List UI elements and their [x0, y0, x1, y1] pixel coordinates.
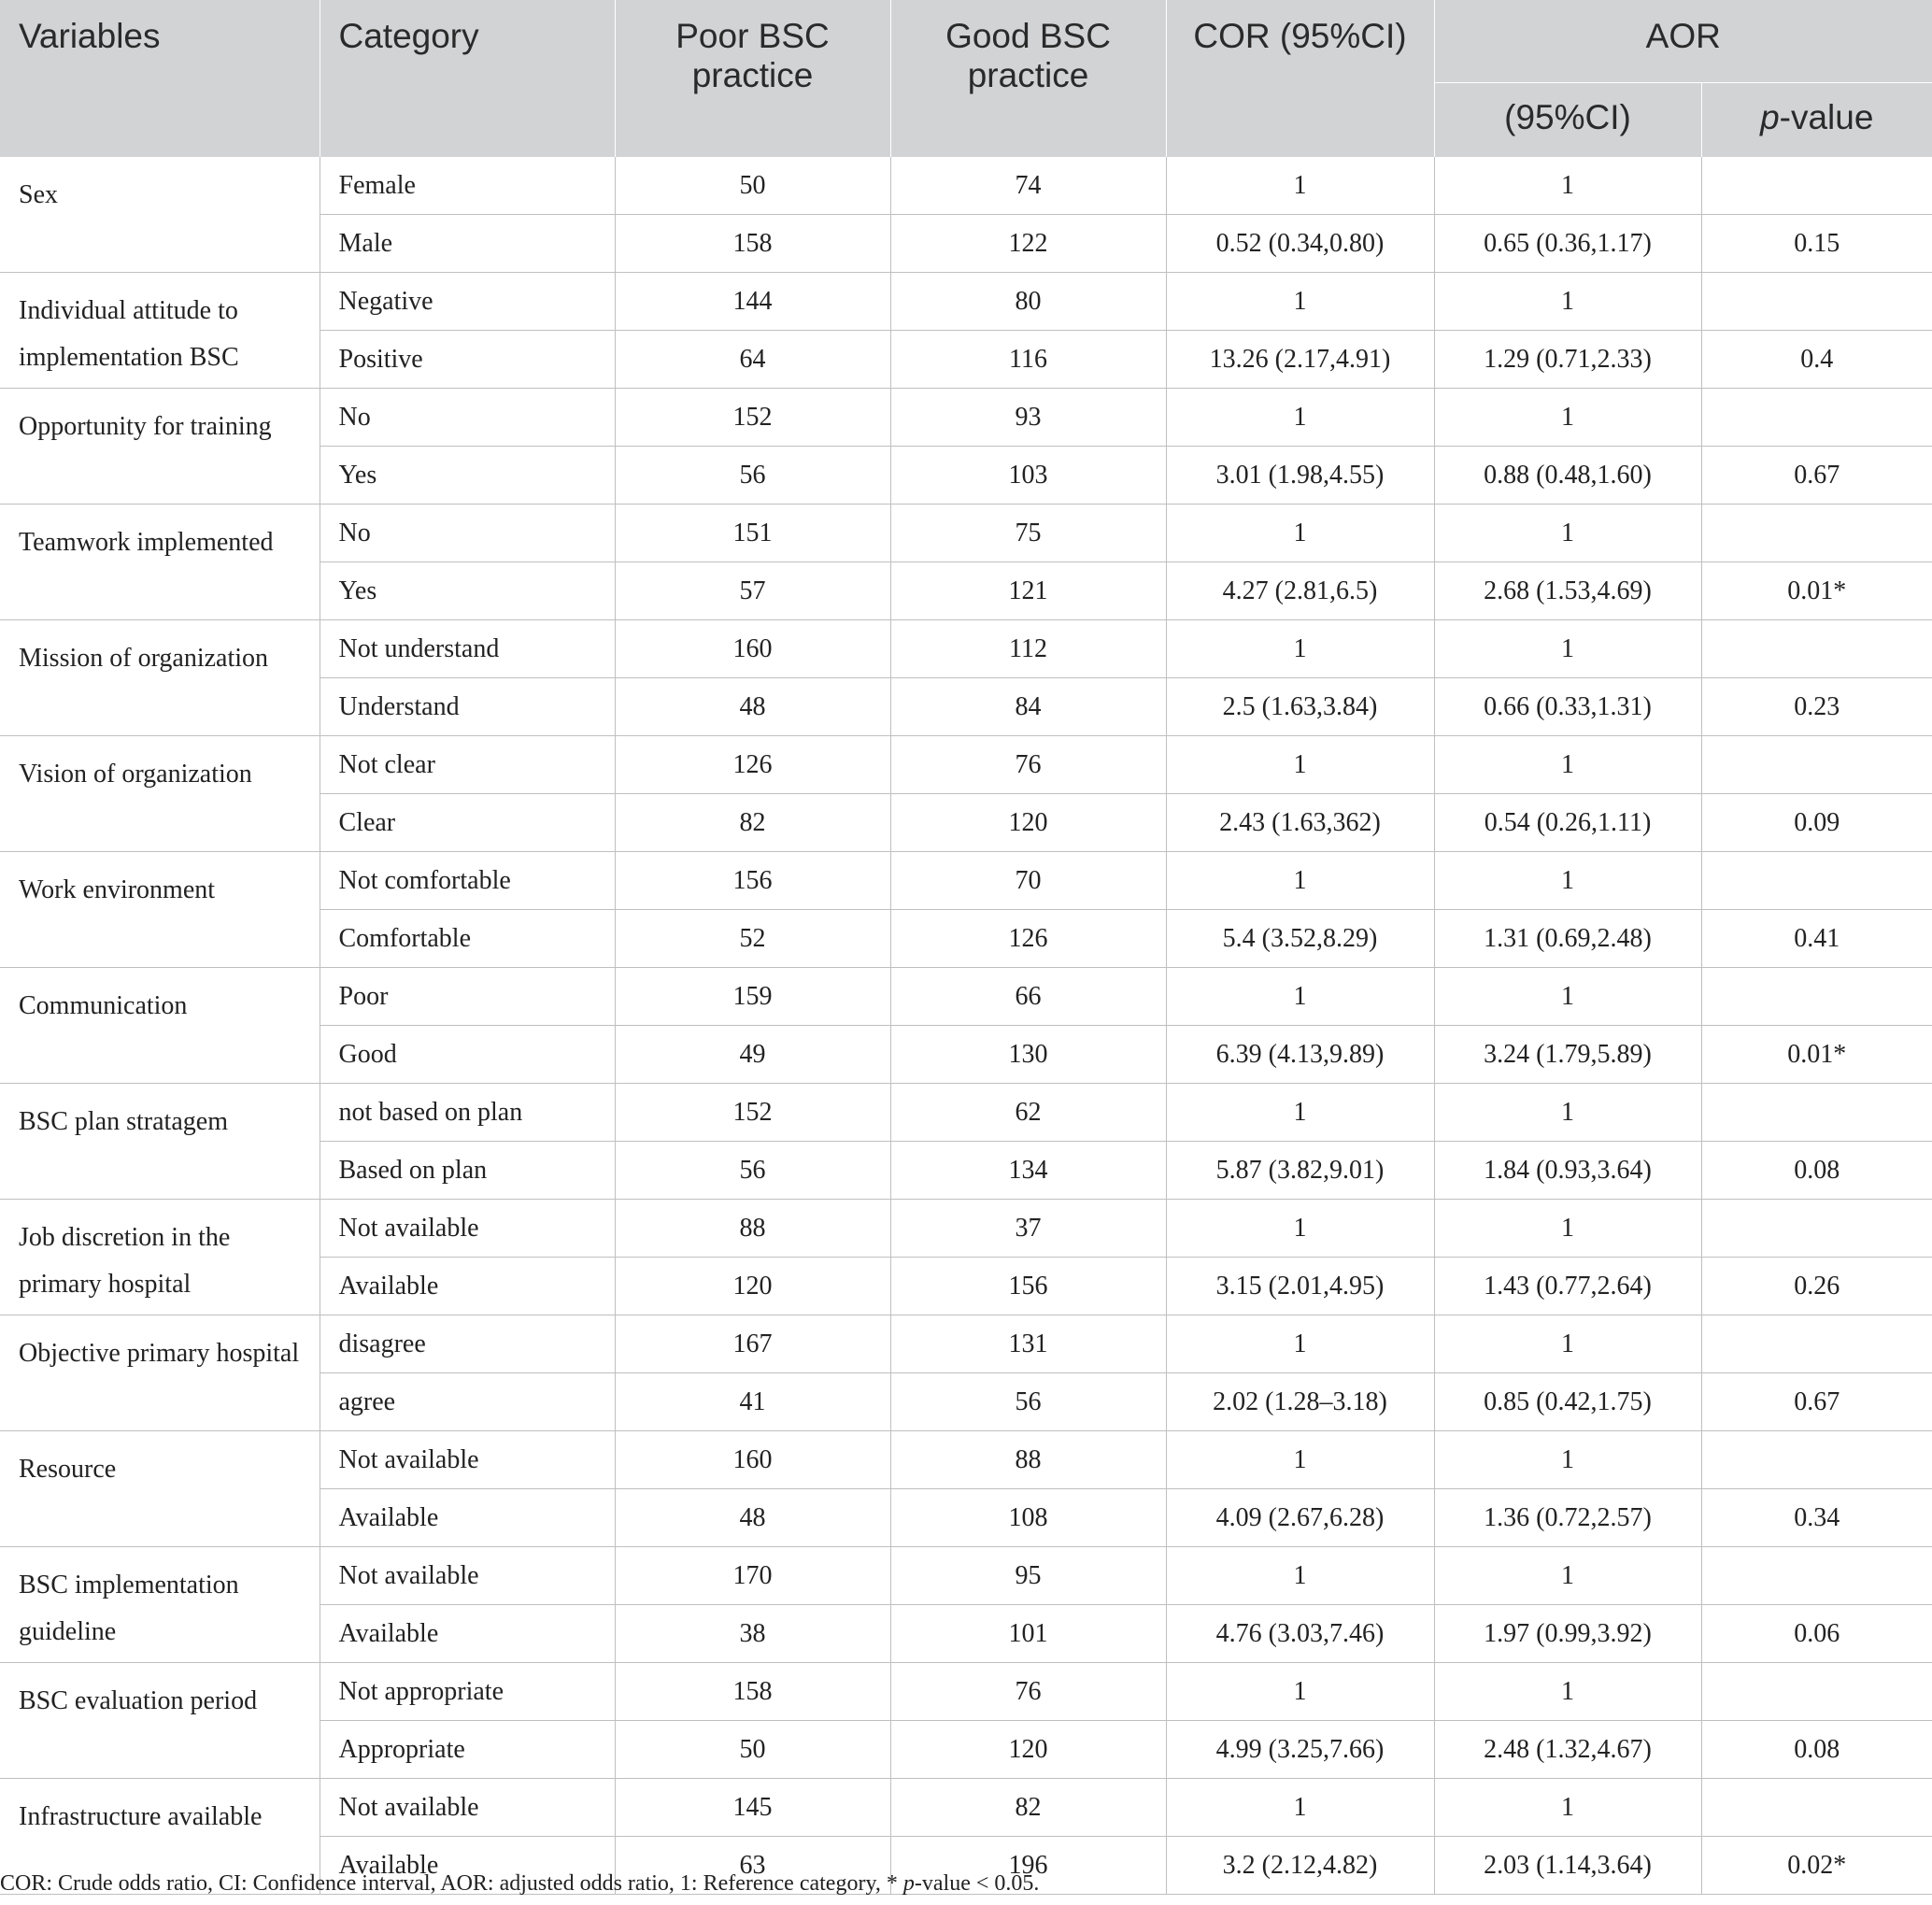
cell-cor: 5.4 (3.52,8.29) [1166, 910, 1434, 968]
cell-variable: Mission of organization [0, 620, 320, 736]
cell-good-count: 66 [890, 968, 1166, 1026]
cell-good-count: 95 [890, 1547, 1166, 1605]
cell-category: Not understand [320, 620, 615, 678]
cell-good-count: 134 [890, 1142, 1166, 1200]
cell-poor-count: 41 [615, 1373, 890, 1431]
header-good-bsc-practice: Good BSC practice [890, 0, 1166, 157]
cell-category: Understand [320, 678, 615, 736]
cell-category: Not available [320, 1779, 615, 1837]
cell-good-count: 84 [890, 678, 1166, 736]
cell-category: No [320, 505, 615, 562]
cell-p-value [1701, 620, 1932, 678]
cell-variable: Objective primary hospital [0, 1315, 320, 1431]
cell-category: Available [320, 1489, 615, 1547]
cell-poor-count: 49 [615, 1026, 890, 1084]
cell-p-value: 0.34 [1701, 1489, 1932, 1547]
table-row [0, 1779, 1932, 1837]
cell-category: Available [320, 1837, 615, 1895]
cell-cor: 3.01 (1.98,4.55) [1166, 447, 1434, 505]
cell-poor-count: 88 [615, 1200, 890, 1258]
header-variables: Variables [0, 0, 320, 157]
table-row [0, 505, 1932, 562]
table-row [0, 736, 1932, 794]
footnote-text-end: -value < 0.05. [914, 1871, 1040, 1896]
table-row [0, 968, 1932, 1026]
table-row [0, 1084, 1932, 1142]
cell-poor-count: 170 [615, 1547, 890, 1605]
table-footnote [0, 1871, 1039, 1897]
cell-p-value [1701, 852, 1932, 910]
cell-category: Poor [320, 968, 615, 1026]
cell-cor: 4.99 (3.25,7.66) [1166, 1721, 1434, 1779]
cell-variable: Teamwork implemented [0, 505, 320, 620]
cell-good-count: 70 [890, 852, 1166, 910]
cell-poor-count: 64 [615, 331, 890, 389]
cell-poor-count: 48 [615, 1489, 890, 1547]
header-p-italic: p [1760, 98, 1780, 136]
cell-cor: 2.02 (1.28–3.18) [1166, 1373, 1434, 1431]
cell-poor-count: 63 [615, 1837, 890, 1895]
cell-poor-count: 48 [615, 678, 890, 736]
cell-cor: 1 [1166, 505, 1434, 562]
cell-aor: 1 [1434, 1779, 1701, 1837]
cell-category: Good [320, 1026, 615, 1084]
cell-cor: 1 [1166, 1084, 1434, 1142]
table-row [0, 1663, 1932, 1721]
cell-cor: 13.26 (2.17,4.91) [1166, 331, 1434, 389]
cell-good-count: 116 [890, 331, 1166, 389]
cell-category: Appropriate [320, 1721, 615, 1779]
cell-category: Yes [320, 562, 615, 620]
cell-p-value [1701, 1315, 1932, 1373]
cell-category: Not available [320, 1547, 615, 1605]
cell-good-count: 112 [890, 620, 1166, 678]
header-aor-ci: (95%CI) [1434, 83, 1701, 158]
table-row [0, 1431, 1932, 1489]
cell-good-count: 80 [890, 273, 1166, 331]
cell-poor-count: 152 [615, 389, 890, 447]
cell-p-value [1701, 1084, 1932, 1142]
cell-category: Positive [320, 331, 615, 389]
cell-poor-count: 56 [615, 447, 890, 505]
cell-p-value: 0.08 [1701, 1142, 1932, 1200]
cell-category: Not appropriate [320, 1663, 615, 1721]
cell-variable: BSC evaluation period [0, 1663, 320, 1779]
cell-category: Available [320, 1605, 615, 1663]
cell-aor: 1 [1434, 389, 1701, 447]
cell-category: Negative [320, 273, 615, 331]
cell-aor: 1.43 (0.77,2.64) [1434, 1258, 1701, 1315]
cell-good-count: 120 [890, 1721, 1166, 1779]
cell-poor-count: 144 [615, 273, 890, 331]
table-row [0, 1315, 1932, 1373]
cell-good-count: 156 [890, 1258, 1166, 1315]
cell-p-value [1701, 505, 1932, 562]
cell-category: Not available [320, 1431, 615, 1489]
cell-aor: 0.54 (0.26,1.11) [1434, 794, 1701, 852]
table-header [0, 0, 1932, 157]
table-row [0, 1200, 1932, 1258]
cell-p-value [1701, 157, 1932, 215]
cell-poor-count: 120 [615, 1258, 890, 1315]
cell-p-value: 0.67 [1701, 1373, 1932, 1431]
cell-variable: BSC plan stratagem [0, 1084, 320, 1200]
cell-aor: 2.48 (1.32,4.67) [1434, 1721, 1701, 1779]
cell-p-value: 0.41 [1701, 910, 1932, 968]
cell-variable: Job discretion in the primary hospital [0, 1200, 320, 1315]
cell-good-count: 75 [890, 505, 1166, 562]
cell-aor: 1 [1434, 1084, 1701, 1142]
cell-aor: 1 [1434, 852, 1701, 910]
cell-p-value: 0.02* [1701, 1837, 1932, 1895]
cell-cor: 6.39 (4.13,9.89) [1166, 1026, 1434, 1084]
cell-good-count: 37 [890, 1200, 1166, 1258]
cell-poor-count: 152 [615, 1084, 890, 1142]
header-aor: AOR [1434, 0, 1932, 83]
cell-cor: 1 [1166, 157, 1434, 215]
cell-good-count: 126 [890, 910, 1166, 968]
cell-poor-count: 158 [615, 1663, 890, 1721]
cell-p-value: 0.08 [1701, 1721, 1932, 1779]
cell-cor: 2.43 (1.63,362) [1166, 794, 1434, 852]
cell-poor-count: 57 [615, 562, 890, 620]
cell-aor: 1 [1434, 505, 1701, 562]
cell-aor: 1.97 (0.99,3.92) [1434, 1605, 1701, 1663]
cell-category: Yes [320, 447, 615, 505]
cell-category: Based on plan [320, 1142, 615, 1200]
cell-poor-count: 52 [615, 910, 890, 968]
cell-good-count: 130 [890, 1026, 1166, 1084]
table-body [0, 157, 1932, 1895]
cell-category: Not clear [320, 736, 615, 794]
cell-variable: Sex [0, 157, 320, 273]
cell-good-count: 101 [890, 1605, 1166, 1663]
cell-cor: 1 [1166, 620, 1434, 678]
cell-cor: 1 [1166, 1315, 1434, 1373]
cell-aor: 0.85 (0.42,1.75) [1434, 1373, 1701, 1431]
cell-cor: 4.76 (3.03,7.46) [1166, 1605, 1434, 1663]
header-poor-bsc-practice: Poor BSC practice [615, 0, 890, 157]
cell-p-value: 0.67 [1701, 447, 1932, 505]
cell-poor-count: 167 [615, 1315, 890, 1373]
cell-variable: Individual attitude to implementation BSC [0, 273, 320, 389]
cell-aor: 1 [1434, 968, 1701, 1026]
cell-p-value [1701, 968, 1932, 1026]
cell-cor: 3.15 (2.01,4.95) [1166, 1258, 1434, 1315]
header-p-value [1701, 83, 1932, 158]
cell-good-count: 196 [890, 1837, 1166, 1895]
cell-good-count: 103 [890, 447, 1166, 505]
cell-p-value [1701, 1200, 1932, 1258]
cell-p-value: 0.09 [1701, 794, 1932, 852]
cell-good-count: 76 [890, 1663, 1166, 1721]
cell-category: agree [320, 1373, 615, 1431]
cell-category: Not available [320, 1200, 615, 1258]
cell-good-count: 131 [890, 1315, 1166, 1373]
cell-category: No [320, 389, 615, 447]
cell-poor-count: 159 [615, 968, 890, 1026]
cell-cor: 1 [1166, 736, 1434, 794]
cell-p-value: 0.06 [1701, 1605, 1932, 1663]
cell-aor: 2.03 (1.14,3.64) [1434, 1837, 1701, 1895]
cell-p-value: 0.4 [1701, 331, 1932, 389]
cell-aor: 1.29 (0.71,2.33) [1434, 331, 1701, 389]
cell-good-count: 56 [890, 1373, 1166, 1431]
cell-p-value [1701, 1431, 1932, 1489]
cell-aor: 1 [1434, 1547, 1701, 1605]
cell-aor: 1 [1434, 157, 1701, 215]
cell-variable: BSC implementation guideline [0, 1547, 320, 1663]
cell-good-count: 76 [890, 736, 1166, 794]
cell-variable: Work environment [0, 852, 320, 968]
cell-aor: 1 [1434, 1315, 1701, 1373]
cell-variable: Resource [0, 1431, 320, 1547]
cell-poor-count: 160 [615, 620, 890, 678]
cell-cor: 1 [1166, 968, 1434, 1026]
cell-p-value [1701, 389, 1932, 447]
cell-aor: 1 [1434, 1200, 1701, 1258]
cell-category: Female [320, 157, 615, 215]
cell-poor-count: 145 [615, 1779, 890, 1837]
cell-poor-count: 50 [615, 157, 890, 215]
cell-good-count: 74 [890, 157, 1166, 215]
footnote-text: COR: Crude odds ratio, CI: Confidence interval, AOR: adjusted odds ratio, 1: Reference category, * [0, 1871, 903, 1896]
cell-poor-count: 82 [615, 794, 890, 852]
cell-cor: 5.87 (3.82,9.01) [1166, 1142, 1434, 1200]
cell-category: disagree [320, 1315, 615, 1373]
cell-cor: 1 [1166, 389, 1434, 447]
cell-variable: Communication [0, 968, 320, 1084]
cell-aor: 3.24 (1.79,5.89) [1434, 1026, 1701, 1084]
cell-category: Not comfortable [320, 852, 615, 910]
cell-good-count: 93 [890, 389, 1166, 447]
cell-category: Clear [320, 794, 615, 852]
cell-poor-count: 126 [615, 736, 890, 794]
cell-p-value [1701, 273, 1932, 331]
cell-poor-count: 160 [615, 1431, 890, 1489]
cell-poor-count: 158 [615, 215, 890, 273]
cell-category: Male [320, 215, 615, 273]
cell-cor: 4.27 (2.81,6.5) [1166, 562, 1434, 620]
cell-cor: 4.09 (2.67,6.28) [1166, 1489, 1434, 1547]
footnote-p-italic: p [902, 1871, 915, 1896]
cell-poor-count: 56 [615, 1142, 890, 1200]
cell-poor-count: 151 [615, 505, 890, 562]
cell-category: Available [320, 1258, 615, 1315]
cell-good-count: 108 [890, 1489, 1166, 1547]
cell-variable: Opportunity for training [0, 389, 320, 505]
cell-poor-count: 38 [615, 1605, 890, 1663]
cell-variable: Infrastructure available [0, 1779, 320, 1895]
cell-p-value: 0.23 [1701, 678, 1932, 736]
cell-good-count: 122 [890, 215, 1166, 273]
cell-aor: 0.88 (0.48,1.60) [1434, 447, 1701, 505]
header-category: Category [320, 0, 615, 157]
cell-aor: 0.66 (0.33,1.31) [1434, 678, 1701, 736]
cell-poor-count: 50 [615, 1721, 890, 1779]
cell-cor: 1 [1166, 1431, 1434, 1489]
cell-aor: 1.36 (0.72,2.57) [1434, 1489, 1701, 1547]
cell-good-count: 120 [890, 794, 1166, 852]
table-row [0, 620, 1932, 678]
table-row [0, 157, 1932, 215]
table-row [0, 389, 1932, 447]
cell-aor: 1.84 (0.93,3.64) [1434, 1142, 1701, 1200]
cell-cor: 1 [1166, 1779, 1434, 1837]
cell-aor: 2.68 (1.53,4.69) [1434, 562, 1701, 620]
cell-aor: 1 [1434, 1663, 1701, 1721]
cell-good-count: 82 [890, 1779, 1166, 1837]
cell-aor: 1 [1434, 273, 1701, 331]
cell-p-value [1701, 1547, 1932, 1605]
cell-aor: 1 [1434, 1431, 1701, 1489]
cell-p-value [1701, 1779, 1932, 1837]
cell-aor: 1.31 (0.69,2.48) [1434, 910, 1701, 968]
cell-good-count: 121 [890, 562, 1166, 620]
cell-p-value: 0.26 [1701, 1258, 1932, 1315]
cell-p-value [1701, 1663, 1932, 1721]
cell-p-value: 0.01* [1701, 1026, 1932, 1084]
cell-category: not based on plan [320, 1084, 615, 1142]
header-cor: COR (95%CI) [1166, 0, 1434, 157]
cell-p-value: 0.15 [1701, 215, 1932, 273]
cell-cor: 1 [1166, 1200, 1434, 1258]
cell-cor: 1 [1166, 1663, 1434, 1721]
cell-cor: 2.5 (1.63,3.84) [1166, 678, 1434, 736]
cell-good-count: 62 [890, 1084, 1166, 1142]
cell-variable: Vision of organization [0, 736, 320, 852]
table-row [0, 852, 1932, 910]
header-p-rest: -value [1779, 98, 1874, 136]
cell-poor-count: 156 [615, 852, 890, 910]
cell-good-count: 88 [890, 1431, 1166, 1489]
cell-p-value [1701, 736, 1932, 794]
cell-cor: 1 [1166, 1547, 1434, 1605]
cell-category: Comfortable [320, 910, 615, 968]
cell-p-value: 0.01* [1701, 562, 1932, 620]
cell-cor: 3.2 (2.12,4.82) [1166, 1837, 1434, 1895]
cell-aor: 1 [1434, 620, 1701, 678]
table-row [0, 1547, 1932, 1605]
cell-cor: 0.52 (0.34,0.80) [1166, 215, 1434, 273]
cell-cor: 1 [1166, 273, 1434, 331]
cell-aor: 0.65 (0.36,1.17) [1434, 215, 1701, 273]
table-row [0, 273, 1932, 331]
cell-cor: 1 [1166, 852, 1434, 910]
cell-aor: 1 [1434, 736, 1701, 794]
